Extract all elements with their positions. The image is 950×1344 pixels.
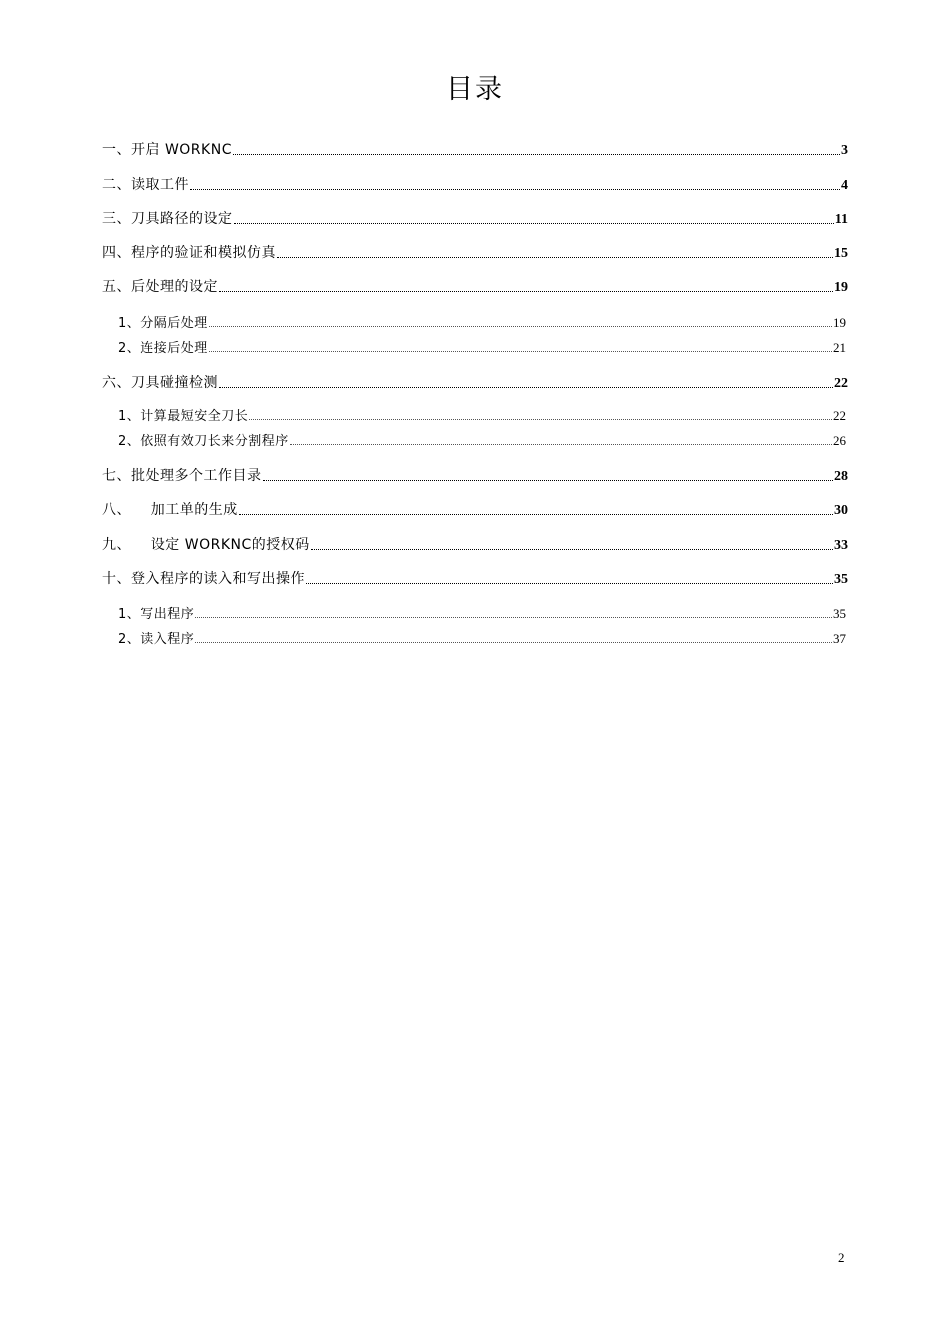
toc-subentry[interactable] [118,312,846,331]
toc-entry-page: 33 [834,538,848,553]
toc-entry-label: 十、登入程序的读入和写出操作 [102,571,305,587]
toc-entry-page: 26 [833,433,846,448]
toc-entry-label: 二、读取工件 [102,177,189,193]
toc-subentry[interactable] [118,603,846,622]
toc-entry-page: 22 [833,408,846,423]
dot-leader [233,153,840,155]
dot-leader [290,443,832,445]
toc-entry-label: 1、分隔后处理 [118,316,208,331]
dot-leader [209,325,832,327]
toc-subentry[interactable] [118,337,846,356]
toc-entry-label: 三、刀具路径的设定 [102,211,233,227]
toc-entry-page: 37 [833,631,846,646]
toc-entry-page: 21 [833,340,846,355]
toc-entry-label: 五、后处理的设定 [102,279,218,295]
toc-entry-label: 2、连接后处理 [118,341,208,356]
dot-leader [306,582,833,584]
toc-subentry[interactable] [118,430,846,449]
toc-entry[interactable] [102,465,848,485]
toc-entry-label: 六、刀具碰撞检测 [102,375,218,391]
toc-entry[interactable] [102,276,848,296]
toc-subentry[interactable] [118,405,846,424]
dot-leader [239,513,833,515]
toc-entry-label: 一、开启 WORKNC [102,142,232,158]
dot-leader [219,290,833,292]
toc-entry-page: 30 [834,503,848,518]
toc-entry[interactable] [102,499,848,519]
dot-leader [219,386,833,388]
dot-leader [195,616,832,618]
toc-entry-page: 15 [834,246,848,261]
toc-entry[interactable] [102,242,848,262]
toc-entry[interactable] [102,534,848,554]
dot-leader [277,256,833,258]
dot-leader [209,350,832,352]
dot-leader [263,479,834,481]
dot-leader [311,548,833,550]
toc-entry-page: 11 [834,212,848,227]
toc-entry-page: 4 [841,178,848,193]
toc-entry-label: 四、程序的验证和模拟仿真 [102,245,276,261]
toc-entry[interactable] [102,208,848,228]
toc-entry-page: 22 [834,376,848,391]
toc-entry-label: 七、批处理多个工作目录 [102,468,262,484]
toc-entry-page: 19 [834,280,848,295]
dot-leader [249,418,832,420]
page-title: 目录 [446,74,504,105]
toc-entry-page: 19 [833,315,846,330]
toc-entry-page: 28 [834,469,848,484]
toc-entry-page: 35 [834,572,848,587]
toc-entry-page: 35 [833,606,846,621]
toc-entry-label: 2、读入程序 [118,632,195,647]
dot-leader [195,641,832,643]
toc-entry-label: 1、写出程序 [118,607,195,622]
toc-entry[interactable] [102,568,848,588]
toc-entry-label: 2、依照有效刀长来分割程序 [118,434,289,449]
page-number: 2 [838,1250,845,1265]
dot-leader [190,188,840,190]
toc-entry[interactable] [102,139,848,159]
toc-entry-label: 八、 加工单的生成 [102,502,238,518]
toc-entry[interactable] [102,174,848,194]
toc-entry-label: 1、计算最短安全刀长 [118,409,249,424]
dot-leader [234,222,834,224]
toc-subentry[interactable] [118,628,846,647]
toc-entry-label: 九、 设定 WORKNC的授权码 [102,537,310,553]
toc-entry[interactable] [102,372,848,392]
toc-entry-page: 3 [841,143,848,158]
